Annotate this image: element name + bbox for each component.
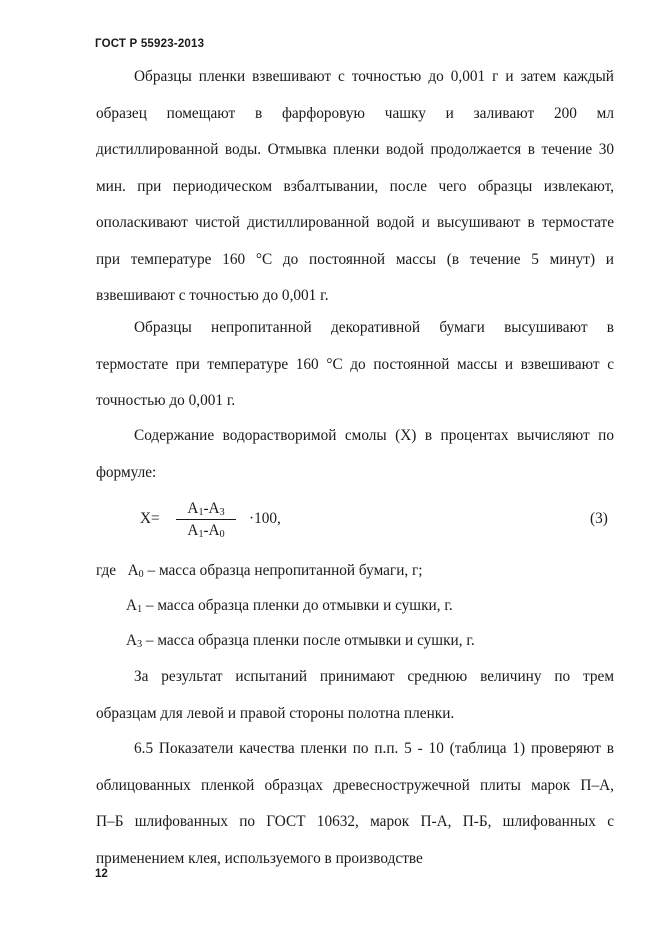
formula-multiplier: ·100, [249, 510, 281, 527]
text-line: применением клея, используемого в производстве [96, 849, 423, 867]
text-line: ополаскивают чистой дистиллированной водой и высушивают в термостате [96, 214, 614, 231]
text-line: Содержание водорастворимой смолы (X) в процентах вычисляют по [134, 427, 614, 444]
text-line: облицованных пленкой образцах древесностружечной плиты марок П–А, [96, 776, 614, 794]
text-line: при температуре 160 °С до постоянной массы (в течение 5 минут) и [96, 250, 614, 268]
text-line: формуле: [96, 463, 157, 481]
where-a0: где $A_0$ – масса образца непропитанной бумаги, г; [96, 562, 423, 580]
where-prefix: где [96, 562, 117, 579]
where-a1: $A_1$ – масса образца пленки до отмывки и сушки, г. [126, 597, 453, 615]
formula-number: (3) [590, 510, 608, 527]
paragraph-section-6-5 [96, 739, 614, 885]
formula-denominator: $A_1-A_0$ [187, 522, 225, 540]
where-a3: $A_3$ – масса образца пленки после отмывки и сушки, г. [126, 632, 475, 650]
text-line: образец помещают в фарфоровую чашку и заливают 200 мл [96, 104, 614, 122]
text-line: П–Б шлифованных по ГОСТ 10632, марок П-А, П-Б, шлифованных с [96, 813, 614, 830]
text-line: термостате при температуре 160 °С до постоянной массы и взвешивают с [96, 355, 614, 373]
formula-numerator: $A_1-A_3$ [187, 500, 225, 518]
text-line: взвешивают с точностью до 0,001 г. [96, 287, 329, 304]
page-number: 12 [95, 868, 108, 880]
paragraph-result [96, 667, 614, 740]
text-line: 6.5 Показатели качества пленки по п.п. 5 - 10 (таблица 1) проверяют в [134, 740, 614, 757]
text-line: точностью до 0,001 г. [96, 392, 236, 409]
formula-lhs: X= [140, 510, 160, 527]
text-line: За результат испытаний принимают среднюю величину по трем [134, 668, 614, 685]
text-line: Образцы пленки взвешивают с точностью до 0,001 г и затем каждый [134, 68, 614, 85]
text-line: образцам для левой и правой стороны полотна пленки. [96, 704, 455, 722]
paragraph-resin-content [96, 426, 614, 499]
formula-fraction [176, 500, 236, 540]
text-line: Образцы непропитанной декоративной бумаги высушивают в [134, 319, 614, 336]
text-line: дистиллированной воды. Отмывка пленки водой продолжается в течение 30 [96, 141, 614, 158]
fraction-bar [176, 519, 236, 520]
document-header: ГОСТ Р 55923-2013 [95, 38, 205, 50]
formula-3 [0, 498, 661, 548]
paragraph-sample-washing [96, 67, 614, 323]
text-line: мин. при периодическом взбалтывании, после чего образцы извлекают, [96, 177, 614, 195]
paragraph-paper-drying [96, 318, 614, 428]
